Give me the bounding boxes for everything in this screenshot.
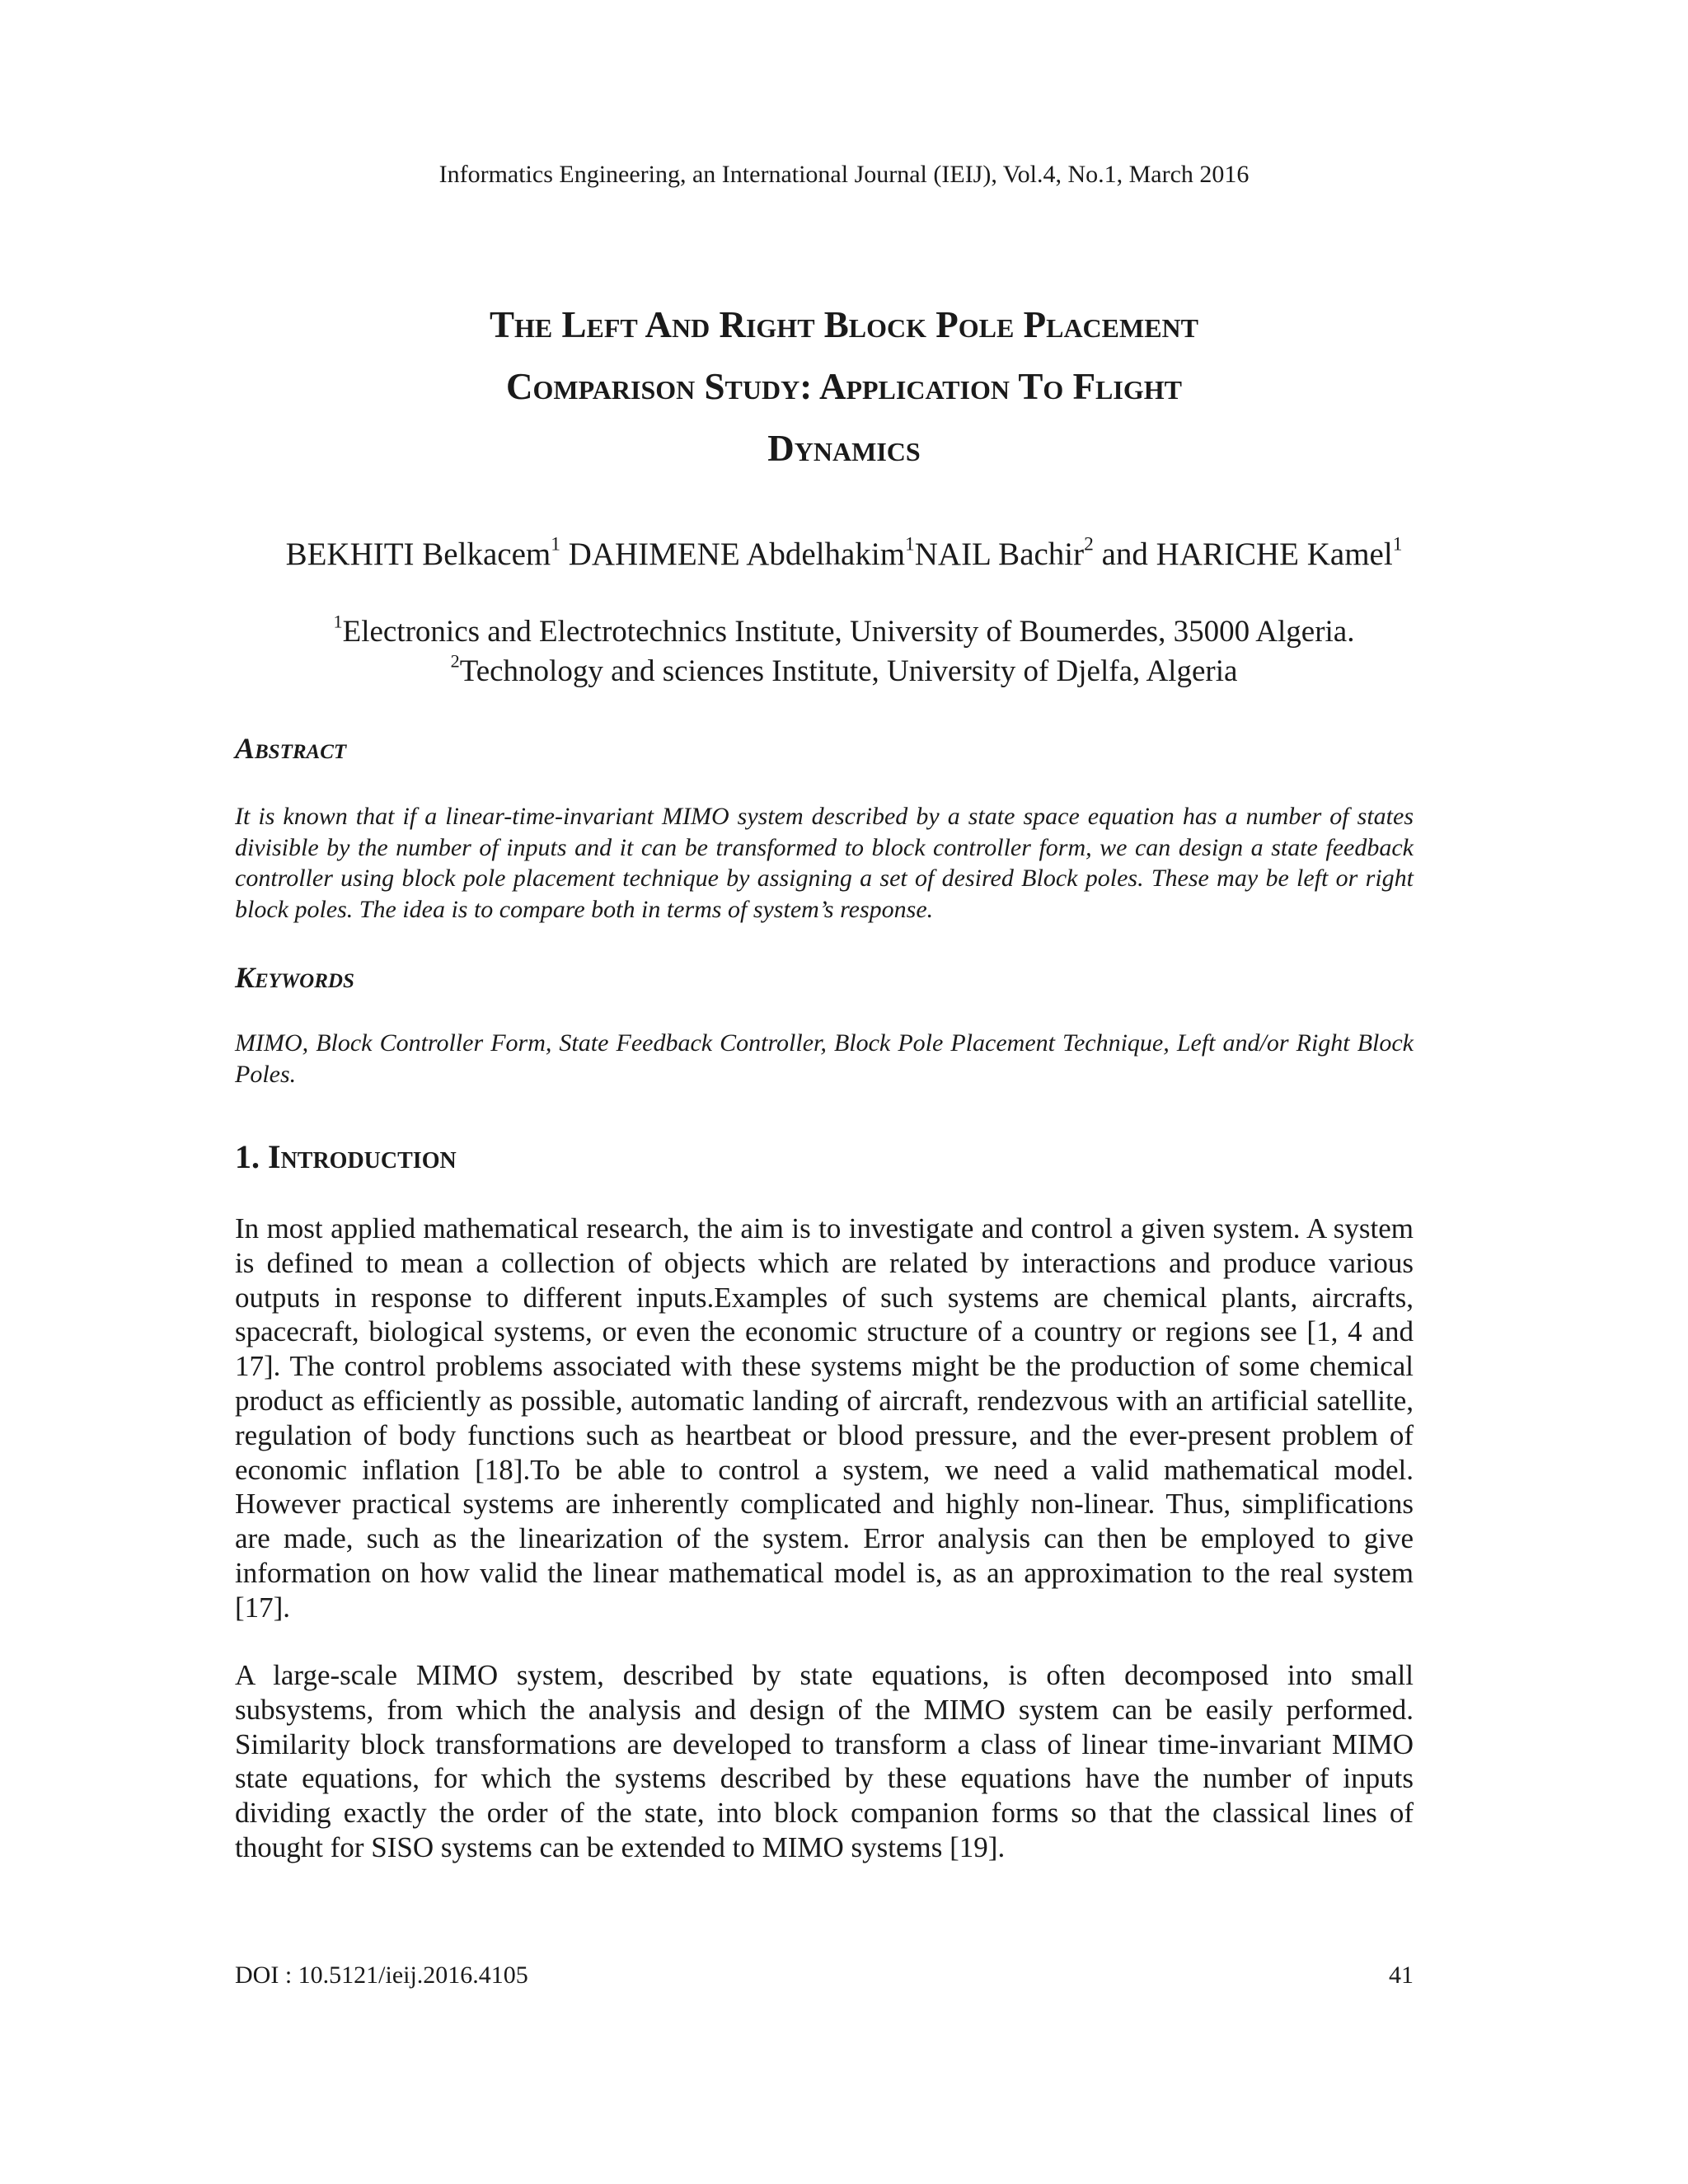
page-number: 41 (1389, 1961, 1414, 1989)
affiliation-2 (0, 650, 1688, 689)
author-affiliation-mark: 1 (905, 533, 915, 555)
affiliation-text: Technology and sciences Institute, University of Djelfa, Algeria (459, 654, 1238, 688)
author-list (0, 533, 1688, 573)
author-name: BEKHITI Belkacem (285, 537, 551, 572)
paper-title (0, 294, 1688, 480)
author-name: and HARICHE Kamel (1101, 537, 1393, 572)
body-paragraph: A large-scale MIMO system, described by state equations, is often decomposed into small subsystems, from which the analysis and design of the MIMO system can be easily performed. Similarity block transformations are developed to transform a class of linear time-invariant MIMO state equations, for which the systems described by these equations have the number of inputs dividing exactly the order of the state, into block companion forms so that the classical lines of thought for SISO systems can be extended to MIMO systems [19]. (235, 1659, 1414, 1863)
author-affiliation-mark: 1 (1392, 533, 1403, 555)
keywords-text: MIMO, Block Controller Form, State Feedback Controller, Block Pole Placement Technique, Left and/or Right Block Poles. (235, 1029, 1414, 1088)
author-name: DAHIMENE Abdelhakim (568, 537, 906, 572)
author-affiliation-mark: 1 (551, 533, 560, 555)
body-paragraph: In most applied mathematical research, the aim is to investigate and control a given system. A system is defined to mean a collection of objects which are related by interactions and produce various outputs in response to different inputs.Examples of such systems are chemical plants, aircrafts, spacecraft, biological systems, or even the economic structure of a country or regions see [1, 4 and 17]. The control problems associated with these systems might be the production of some chemical product as efficiently as possible, automatic landing of aircraft, rendezvous with an artificial satellite, regulation of body functions such as heartbeat or blood pressure, and the ever-present problem of economic inflation [18].To be able to control a system, we need a valid mathematical model. However practical systems are inherently complicated and highly non-linear. Thus, simplifications are made, such as the linearization of the system. Error analysis can then be employed to give information on how valid the linear mathematical model is, as an approximation to the real system [17]. (235, 1212, 1414, 1624)
keywords-heading: Keywords (235, 961, 354, 994)
title-line-2: Comparison Study: Application To Flight (506, 366, 1182, 407)
author-name: NAIL Bachir (914, 537, 1085, 572)
title-line-3: Dynamics (767, 428, 921, 469)
title-line-1: The Left And Right Block Pole Placement (489, 304, 1199, 345)
abstract-heading: Abstract (235, 732, 347, 765)
footer-doi: DOI : 10.5121/ieij.2016.4105 (235, 1961, 528, 1989)
abstract-text: It is known that if a linear-time-invariant MIMO system described by a state space equation has a number of states divisible by the number of inputs and it can be transformed to block controller form, we can design a state feedback controller using block pole placement technique by assigning a set of desired Block poles. These may be left or right block poles. The idea is to compare both in terms of system’s response. (235, 803, 1414, 923)
author-affiliation-mark: 2 (1084, 533, 1094, 555)
journal-header: Informatics Engineering, an International Journal (IEIJ), Vol.4, No.1, March 2016 (438, 161, 1250, 188)
affiliation-1 (0, 611, 1688, 649)
affiliation-text: Electronics and Electrotechnics Institute, University of Boumerdes, 35000 Algeria. (342, 615, 1355, 649)
affiliation-mark: 2 (450, 650, 460, 672)
introduction-heading: 1. Introduction (235, 1138, 457, 1175)
affiliation-mark: 1 (333, 611, 343, 632)
